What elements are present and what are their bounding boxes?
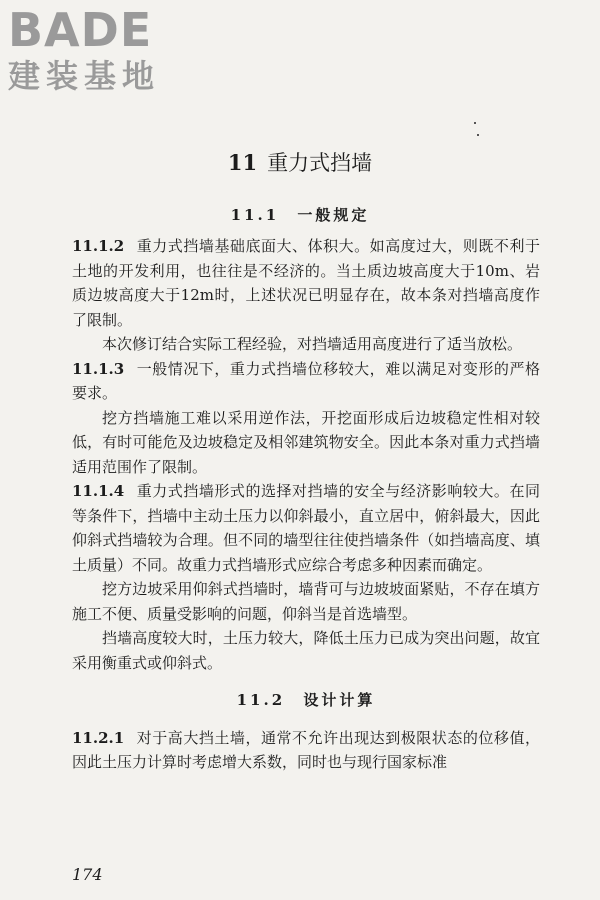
paragraph: [72, 577, 540, 626]
chapter-heading: [0, 147, 600, 177]
logo: [8, 4, 160, 94]
paragraph: [72, 357, 540, 406]
scan-speck: [477, 134, 479, 136]
paragraph: [72, 479, 540, 577]
paragraph: [72, 332, 540, 357]
paragraph: [72, 726, 540, 775]
paragraph: [72, 406, 540, 480]
paragraph-text: 挖方边坡采用仰斜式挡墙时，墙背可与边坡坡面紧贴，不存在填方施工不便、质量受影响的问题，仰斜当是首选墙型。: [72, 580, 540, 623]
paragraph-text: 对于高大挡土墙，通常不允许出现达到极限状态的位移值，因此土压力计算时考虑增大系数，同时也与现行国家标准: [72, 728, 540, 771]
chapter-number: 11: [227, 150, 258, 175]
scan-speck: [474, 122, 476, 124]
section-title: 设计计算: [303, 691, 376, 709]
clause-number: 11.1.2: [72, 237, 125, 255]
section-number: 11.1: [230, 206, 280, 224]
paragraph-text: 一般情况下，重力式挡墙位移较大，难以满足对变形的严格要求。: [72, 359, 540, 402]
clause-number: 11.2.1: [72, 728, 125, 747]
paragraph-text: 本次修订结合实际工程经验，对挡墙适用高度进行了适当放松。: [102, 335, 523, 353]
clause-number: 11.1.4: [72, 482, 125, 500]
section-heading-2: [72, 688, 540, 713]
paragraph-text: 重力式挡墙形式的选择对挡墙的安全与经济影响较大。在同等条件下，挡墙中主动土压力以仰斜最小，直立居中，俯斜最大，因此仰斜式挡墙较为合理。但不同的墙型往往使挡墙条件（如挡墙高度、填土质量）不同。故重力式挡墙形式应综合考虑多种因素而确定。: [72, 482, 540, 574]
logo-subtitle: 建装基地: [8, 57, 161, 95]
paragraph: [72, 234, 540, 332]
clause-number: 11.1.3: [72, 359, 125, 378]
page-number: 174: [72, 865, 103, 884]
section-title: 一般规定: [297, 206, 370, 224]
paragraph: [72, 626, 540, 675]
body-text: [72, 234, 540, 775]
paragraph-text: 重力式挡墙基础底面大、体积大。如高度过大，则既不利于土地的开发利用，也往往是不经济的。当土质边坡高度大于10m、岩质边坡高度大于12m时，上述状况已明显存在，故本条对挡墙高度作了限制。: [72, 237, 540, 329]
paragraph-text: 挖方挡墙施工难以采用逆作法，开挖面形成后边坡稳定性相对较低，有时可能危及边坡稳定及相邻建筑物安全。因此本条对重力式挡墙适用范围作了限制。: [72, 408, 540, 476]
logo-word: BADE: [8, 3, 153, 57]
section-heading-1: [0, 204, 600, 225]
paragraph-text: 挡墙高度较大时，土压力较大，降低土压力已成为突出问题，故宜采用衡重式或仰斜式。: [72, 629, 540, 672]
section-number: 11.2: [236, 691, 286, 709]
chapter-title: 重力式挡墙: [267, 151, 373, 175]
